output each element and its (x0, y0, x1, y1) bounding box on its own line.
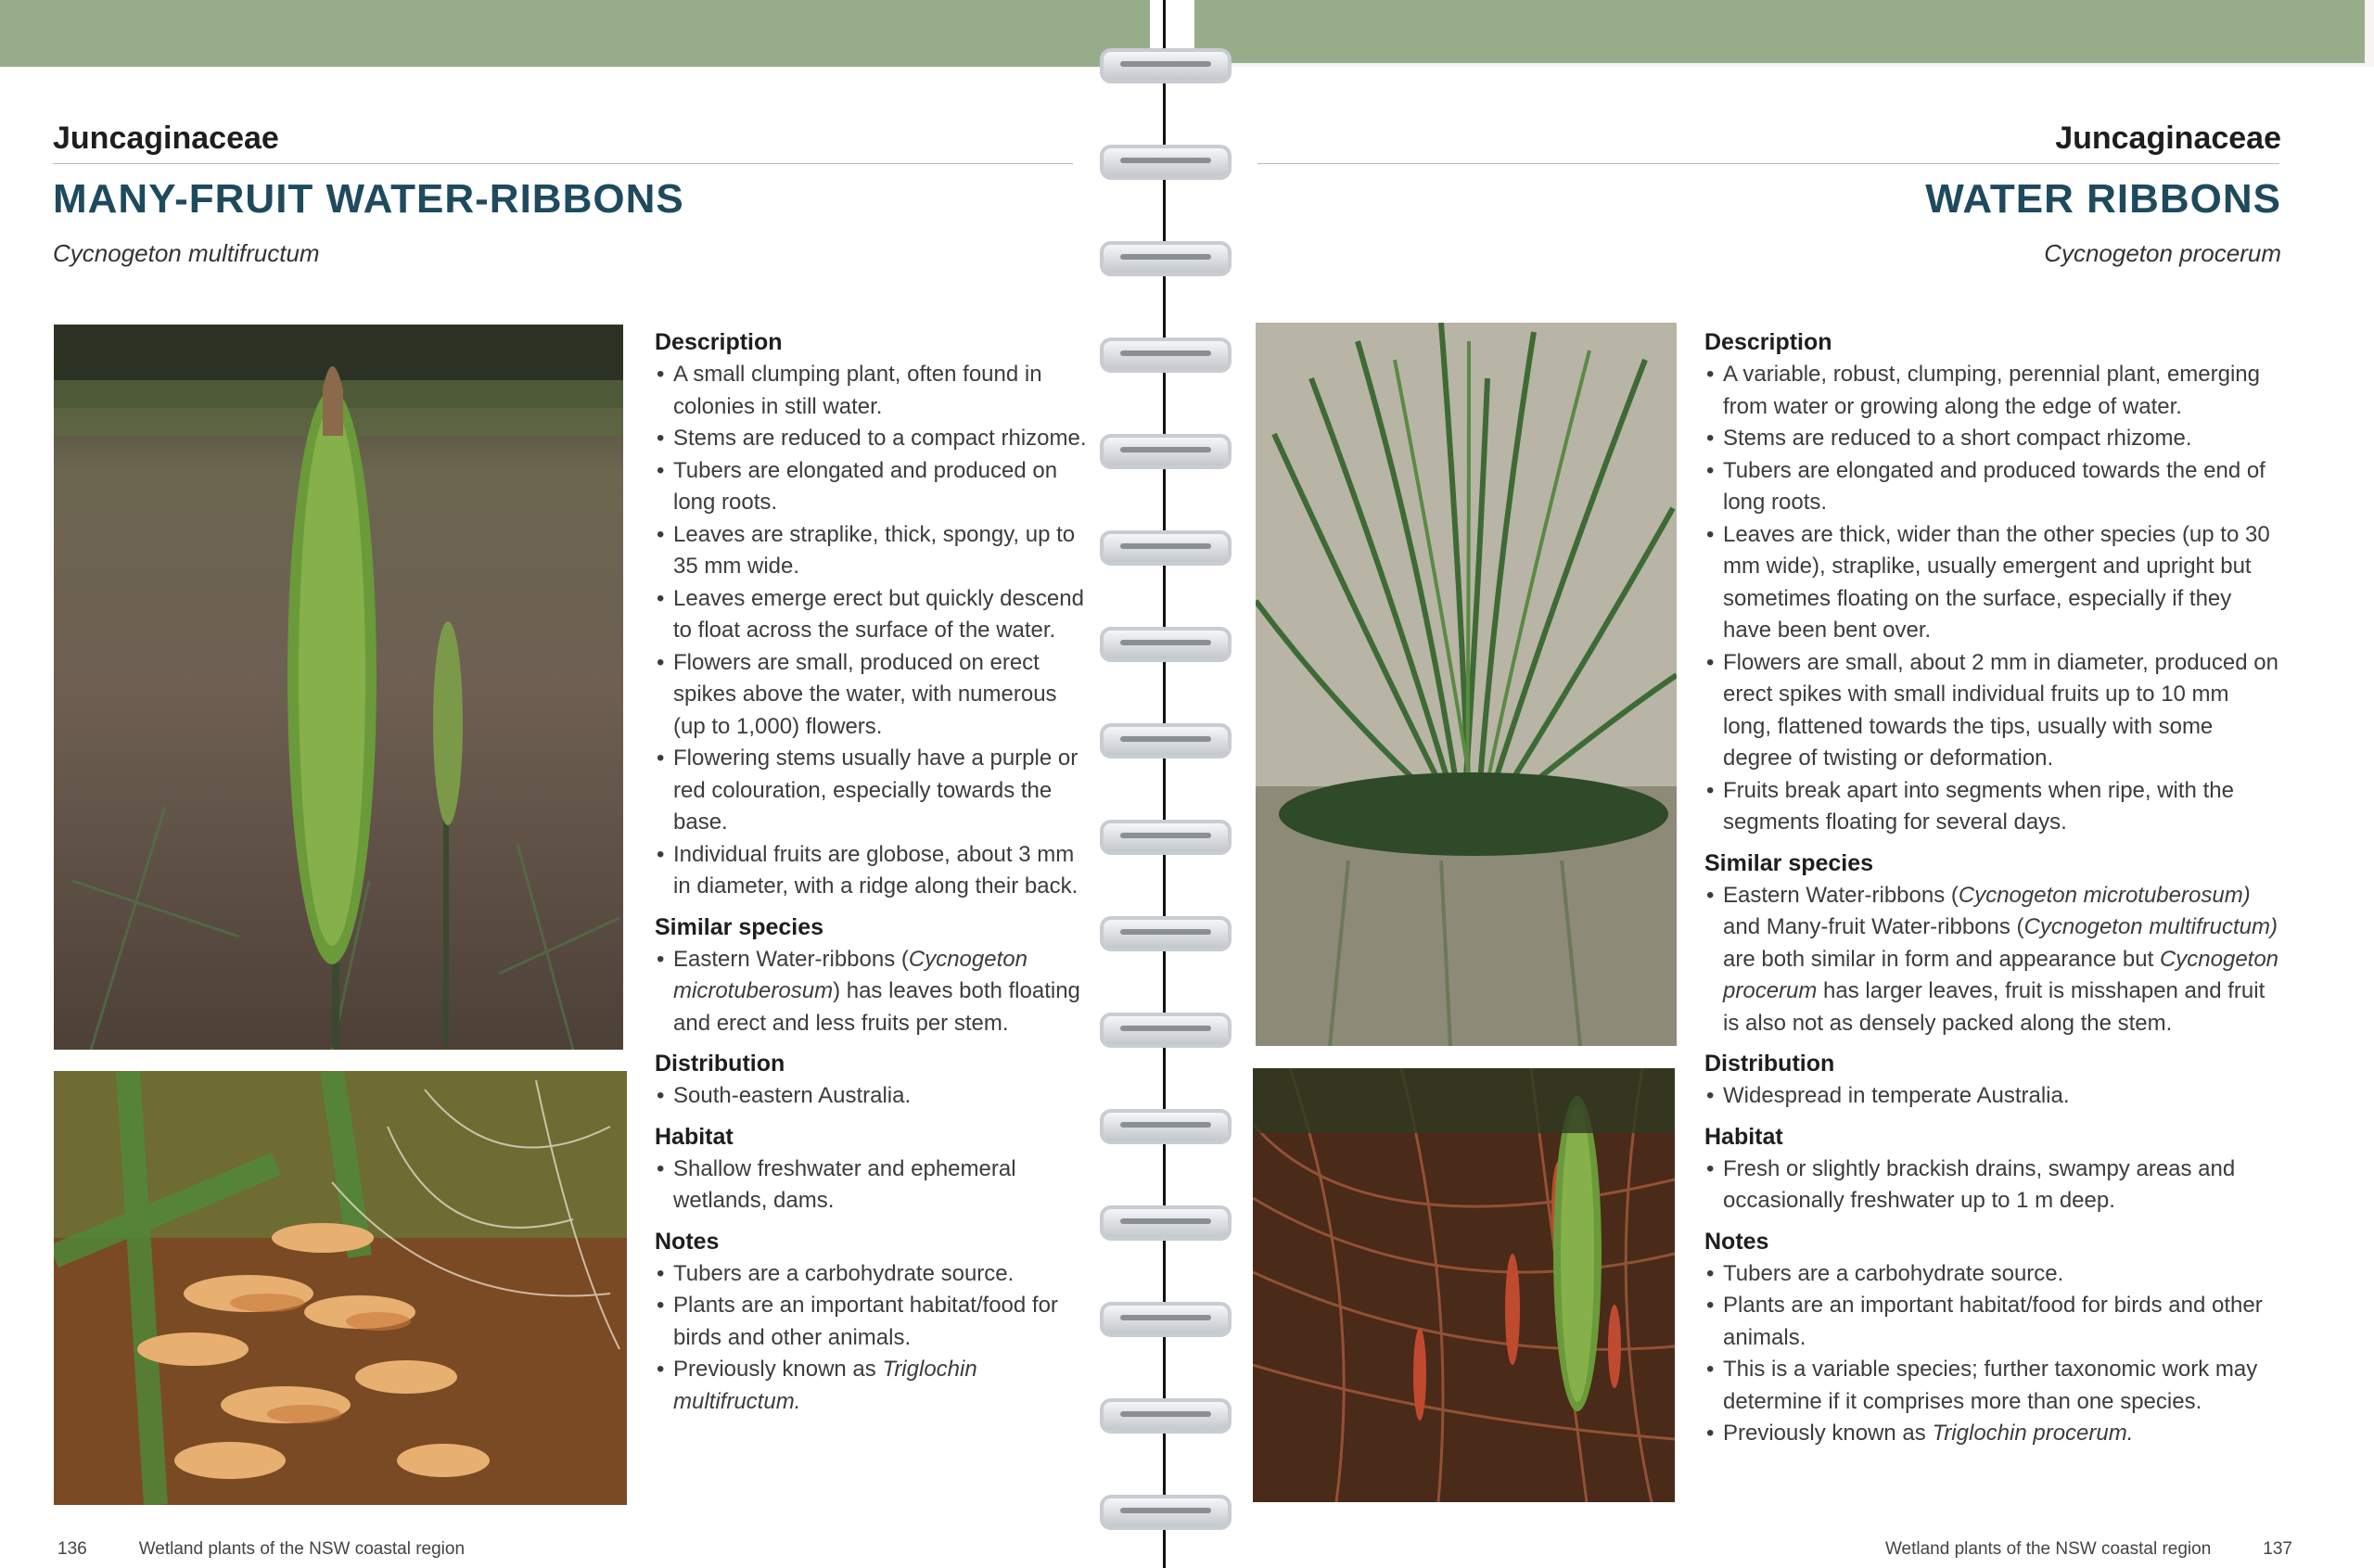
note-text: Previously known as (1723, 1421, 1933, 1446)
page-number: 136 (57, 1539, 87, 1559)
similar-species-name: Cycnogeton multifructum) (2023, 914, 2278, 939)
footer-title: Wetland plants of the NSW coastal region (138, 1539, 466, 1559)
left-common-name: MANY-FRUIT WATER-RIBBONS (53, 176, 684, 222)
right-description-heading: Description (1704, 329, 1832, 355)
list-item: • Fresh or slightly brackish drains, swampy areas and occasionally freshwater up to 1 m deep. (1704, 1154, 2281, 1217)
binding-ring (1100, 916, 1232, 951)
right-common-name: WATER RIBBONS (1925, 176, 2281, 222)
list-item: • Plants are an important habitat/food for birds and other animals. (655, 1290, 1091, 1354)
list-item: • Leaves are straplike, thick, spongy, up to 35 mm wide. (655, 519, 1091, 583)
right-description-list (1704, 359, 2281, 839)
right-similar-heading: Similar species (1704, 849, 1874, 876)
previous-name: Triglochin multifructum. (673, 1357, 977, 1414)
binding-ring (1100, 1302, 1232, 1337)
binding-ring (1100, 723, 1232, 759)
left-habitat-list (655, 1154, 1091, 1217)
list-item: • Tubers are a carbohydrate source. (1704, 1258, 2281, 1291)
right-distribution-heading: Distribution (1704, 1051, 1835, 1077)
binding-ring (1100, 1495, 1232, 1530)
right-photo-clump (1256, 323, 1677, 1046)
left-habitat-heading: Habitat (655, 1123, 734, 1150)
binding-ring (1100, 434, 1232, 469)
similar-text: are both similar in form and appearance but (1723, 946, 2160, 972)
similar-text: and Many-fruit Water-ribbons ( (1723, 914, 2024, 939)
list-item: • Individual fruits are globose, about 3 mm in diameter, with a ridge along their back. (655, 839, 1091, 903)
right-similar-list (1704, 880, 2281, 1040)
binding-ring (1100, 530, 1232, 566)
left-header-band (0, 0, 1150, 67)
left-notes-list (655, 1258, 1091, 1419)
left-heading-rule (53, 163, 1073, 164)
similar-text: Eastern Water-ribbons ( (1723, 882, 1959, 908)
right-text-column (1704, 318, 2281, 1450)
list-item (1704, 880, 2281, 1040)
list-item: • Flowers are small, about 2 mm in diameter, produced on erect spikes with small individual fruits up to 10 mm long, flattened towards the tips, usually with some degree of twisting or deformation. (1704, 647, 2281, 775)
list-item: • A small clumping plant, often found in colonies in still water. (655, 359, 1091, 423)
left-description-list (655, 359, 1091, 903)
list-item (655, 944, 1091, 1040)
list-item: • Tubers are elongated and produced towards the end of long roots. (1704, 455, 2281, 519)
left-text-column (655, 318, 1091, 1418)
right-family-name: Juncaginaceae (2055, 121, 2281, 156)
binding-ring (1100, 1398, 1232, 1434)
list-item: • Shallow freshwater and ephemeral wetlands, dams. (655, 1154, 1091, 1217)
left-distribution-list (655, 1080, 1091, 1113)
list-item: • Stems are reduced to a compact rhizome. (655, 423, 1091, 455)
previous-name: Triglochin procerum. (1932, 1421, 2134, 1446)
right-notes-list (1704, 1258, 2281, 1450)
binding-ring (1100, 627, 1232, 662)
left-photo-flower-spike (54, 325, 623, 1050)
right-distribution-list (1704, 1080, 2281, 1113)
similar-text: ) has leaves both floating and erect and less fruits per stem. (673, 978, 1080, 1036)
list-item (1704, 1418, 2281, 1450)
binding-ring (1100, 145, 1232, 180)
left-notes-heading: Notes (655, 1228, 720, 1255)
list-item: • Stems are reduced to a short compact rhizome. (1704, 423, 2281, 455)
binding-ring (1100, 1109, 1232, 1144)
binding-ring (1100, 338, 1232, 373)
similar-text: has larger leaves, fruit is misshapen and fruit is also not as densely packed along the stem. (1723, 978, 2266, 1036)
list-item: • Tubers are elongated and produced on long roots. (655, 455, 1091, 519)
list-item: • Flowers are small, produced on erect spikes above the water, with numerous (up to 1,000) flowers. (655, 647, 1091, 744)
list-item: • Flowering stems usually have a purple or red colouration, especially towards the base. (655, 743, 1091, 839)
list-item: • Plants are an important habitat/food for birds and other animals. (1704, 1290, 2281, 1354)
list-item: • Fruits break apart into segments when ripe, with the segments floating for several days. (1704, 775, 2281, 839)
list-item: • A variable, robust, clumping, perennial plant, emerging from water or growing along the edge of water. (1704, 359, 2281, 423)
left-description-heading: Description (655, 329, 783, 355)
list-item: • Leaves emerge erect but quickly descend to float across the surface of the water. (655, 583, 1091, 647)
right-notes-heading: Notes (1704, 1228, 1769, 1255)
right-habitat-list (1704, 1154, 2281, 1217)
left-similar-heading: Similar species (655, 913, 824, 940)
similar-species-name: Cycnogeton microtuberosum (673, 946, 1027, 1003)
list-item: • Leaves are thick, wider than the other species (up to 30 mm wide), straplike, usually emergent and upright but sometimes floating on the surface, especially if they have been bent over. (1704, 519, 2281, 647)
binding-ring (1100, 48, 1232, 83)
similar-species-name: Cycnogeton procerum (1723, 946, 2279, 1003)
list-item (655, 1354, 1091, 1418)
right-heading-rule (1257, 163, 2279, 164)
left-family-name: Juncaginaceae (53, 121, 279, 156)
list-item: • This is a variable species; further taxonomic work may determine if it comprises more than one species. (1704, 1354, 2281, 1418)
page-number: 137 (2263, 1539, 2292, 1559)
similar-species-name: Cycnogeton microtuberosum) (1958, 882, 2251, 908)
binding-ring (1100, 1205, 1232, 1241)
left-distribution-heading: Distribution (655, 1051, 785, 1077)
binding-ring (1100, 820, 1232, 855)
list-item: • Widespread in temperate Australia. (1704, 1080, 2281, 1113)
left-footer (57, 1539, 465, 1560)
binding-ring (1100, 241, 1232, 276)
left-similar-list (655, 944, 1091, 1040)
right-header-band (1194, 0, 2365, 63)
list-item: • Tubers are a carbohydrate source. (655, 1258, 1091, 1291)
left-scientific-name: Cycnogeton multifructum (53, 239, 320, 267)
footer-title: Wetland plants of the NSW coastal region (1884, 1539, 2212, 1559)
right-habitat-heading: Habitat (1704, 1123, 1783, 1150)
left-photo-tubers (54, 1071, 627, 1505)
right-footer (1885, 1539, 2292, 1560)
list-item: • South-eastern Australia. (655, 1080, 1091, 1113)
note-text: Previously known as (673, 1357, 883, 1382)
similar-text: Eastern Water-ribbons ( (673, 946, 909, 972)
right-scientific-name: Cycnogeton procerum (2044, 239, 2281, 267)
right-photo-tubers-spike (1253, 1068, 1675, 1502)
binding-ring (1100, 1013, 1232, 1048)
